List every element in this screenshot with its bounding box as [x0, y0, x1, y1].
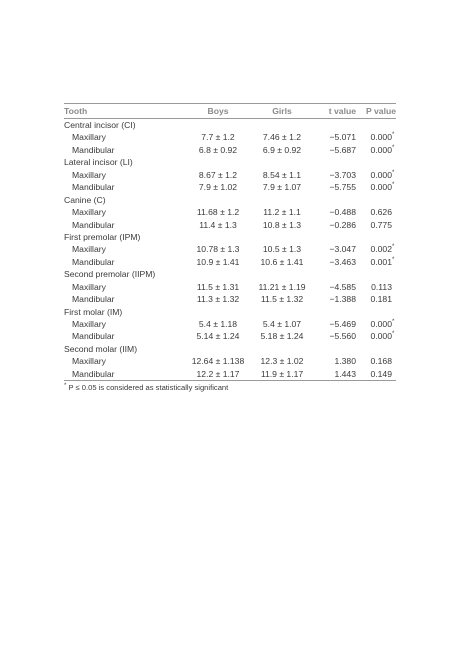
- p-value-text: 0.626: [370, 207, 392, 218]
- cell-t-value: 1.443: [312, 368, 356, 381]
- cell-p-value: [356, 169, 396, 181]
- table-container: [64, 103, 396, 393]
- table-row: [64, 243, 396, 255]
- group-row: [64, 231, 396, 243]
- cell-p-value: [356, 368, 396, 381]
- row-label: Maxillary: [72, 244, 106, 255]
- cell-t-value: −0.488: [329, 207, 356, 218]
- row-label: Mandibular: [72, 182, 115, 193]
- cell-girls: 11.21 ± 1.19: [258, 281, 306, 292]
- tooth-comparison-table: [64, 103, 396, 381]
- table-row: [64, 131, 396, 143]
- cell-t-value: −5.560: [329, 331, 356, 342]
- group-label: First molar (IM): [64, 306, 123, 317]
- cell-p-value: [356, 330, 396, 342]
- cell-t-value: −0.286: [329, 219, 356, 230]
- cell-boys: 7.9 ± 1.02: [198, 182, 238, 193]
- header-girls: Girls: [252, 104, 312, 119]
- footnote-star: *: [64, 383, 67, 390]
- cell-boys: 8.67 ± 1.2: [198, 169, 238, 180]
- cell-t-value: 1.380: [334, 356, 356, 367]
- cell-p-value: [356, 144, 396, 156]
- p-value-text: 0.000: [370, 319, 392, 330]
- group-row: [64, 343, 396, 355]
- table-row: [64, 368, 396, 381]
- p-value-text: 0.000: [370, 132, 392, 143]
- row-label: Maxillary: [72, 207, 106, 218]
- cell-boys: 12.2 ± 1.17: [184, 368, 252, 381]
- cell-t-value: −3.703: [329, 169, 356, 180]
- table-body: [64, 119, 396, 381]
- table-row: [64, 293, 396, 305]
- cell-girls: 10.8 ± 1.3: [262, 219, 302, 230]
- header-p-value-text: P value: [366, 105, 396, 116]
- cell-p-value: [356, 219, 396, 231]
- header-boys: Boys: [184, 104, 252, 119]
- cell-girls: 6.9 ± 0.92: [262, 144, 302, 155]
- p-value-text: 0.168: [370, 356, 392, 367]
- significance-star: *: [392, 319, 395, 326]
- table-footnote: [64, 382, 396, 393]
- header-t-value-text: t value: [328, 105, 356, 116]
- cell-t-value: −5.071: [329, 132, 356, 143]
- table-row: [64, 181, 396, 193]
- row-label: Mandibular: [72, 331, 115, 342]
- cell-p-value: [356, 243, 396, 255]
- table-row: [64, 281, 396, 293]
- group-row: [64, 156, 396, 168]
- group-row: [64, 194, 396, 206]
- significance-star: *: [392, 132, 395, 139]
- table-row: [64, 206, 396, 218]
- group-label: Central incisor (CI): [64, 120, 136, 131]
- cell-t-value: −1.388: [329, 294, 356, 305]
- table-row: [64, 256, 396, 268]
- row-label: Maxillary: [72, 319, 106, 330]
- cell-girls: 10.6 ± 1.41: [260, 256, 304, 267]
- cell-p-value: [356, 318, 396, 330]
- significance-star: *: [392, 182, 395, 189]
- cell-boys: 11.68 ± 1.2: [196, 207, 240, 218]
- footnote-text: P ≤ 0.05 is considered as statistically significant: [68, 383, 229, 393]
- table-row: [64, 144, 396, 156]
- cell-boys: 5.14 ± 1.24: [196, 331, 240, 342]
- cell-p-value: [356, 206, 396, 218]
- cell-boys: 11.4 ± 1.3: [199, 219, 237, 230]
- cell-p-value: [356, 256, 396, 268]
- cell-p-value: [356, 293, 396, 305]
- cell-p-value: [356, 181, 396, 193]
- table-row: [64, 219, 396, 231]
- cell-girls: 11.9 ± 1.17: [252, 368, 312, 381]
- header-p-value: [356, 104, 396, 119]
- p-value-text: 0.000: [370, 182, 392, 193]
- cell-boys: 5.4 ± 1.18: [198, 319, 238, 330]
- p-value-text: 0.149: [370, 368, 392, 379]
- p-value-text: 0.000: [370, 331, 392, 342]
- row-label: Mandibular: [72, 219, 115, 230]
- row-label: Mandibular: [72, 144, 115, 155]
- significance-star: *: [392, 331, 395, 338]
- significance-star: *: [392, 144, 395, 151]
- table-row: [64, 330, 396, 342]
- p-value-text: 0.775: [370, 219, 392, 230]
- header-row: [64, 104, 396, 119]
- header-t-value: [312, 104, 356, 119]
- cell-boys: 10.9 ± 1.41: [196, 256, 240, 267]
- cell-p-value: [356, 131, 396, 143]
- cell-t-value: −4.585: [329, 281, 356, 292]
- cell-p-value: [356, 355, 396, 367]
- row-label: Maxillary: [72, 132, 106, 143]
- cell-girls: 8.54 ± 1.1: [262, 169, 302, 180]
- cell-boys: 12.64 ± 1.138: [191, 356, 245, 367]
- cell-t-value: −5.469: [329, 319, 356, 330]
- group-row: [64, 268, 396, 280]
- group-label: First premolar (IPM): [64, 231, 141, 242]
- cell-t-value: −5.755: [329, 182, 356, 193]
- cell-girls: 7.9 ± 1.07: [262, 182, 302, 193]
- row-label: Maxillary: [72, 356, 106, 367]
- row-label: Maxillary: [72, 169, 106, 180]
- table-header: [64, 104, 396, 119]
- cell-t-value: −3.047: [329, 244, 356, 255]
- group-label: Canine (C): [64, 194, 106, 205]
- cell-boys: 7.7 ± 1.2: [201, 132, 235, 143]
- significance-star: *: [392, 256, 395, 263]
- cell-girls: 11.2 ± 1.1: [263, 207, 301, 218]
- header-tooth: Tooth: [64, 104, 184, 119]
- group-label: Second premolar (IIPM): [64, 269, 156, 280]
- cell-girls: 7.46 ± 1.2: [262, 132, 302, 143]
- cell-boys: 10.78 ± 1.3: [196, 244, 240, 255]
- cell-t-value: −3.463: [329, 256, 356, 267]
- significance-star: *: [392, 169, 395, 176]
- p-value-text: 0.000: [370, 169, 392, 180]
- cell-girls: 12.3 ± 1.02: [260, 356, 304, 367]
- cell-girls: 10.5 ± 1.3: [262, 244, 302, 255]
- significance-star: *: [392, 244, 395, 251]
- p-value-text: 0.181: [370, 294, 392, 305]
- cell-boys: 11.3 ± 1.32: [196, 294, 240, 305]
- cell-p-value: [356, 281, 396, 293]
- table-row: [64, 169, 396, 181]
- cell-boys: 6.8 ± 0.92: [198, 144, 238, 155]
- cell-girls: 5.4 ± 1.07: [262, 319, 302, 330]
- row-label: Mandibular: [72, 256, 115, 267]
- row-label: Mandibular: [64, 368, 184, 381]
- group-label: Second molar (IIM): [64, 343, 138, 354]
- cell-girls: 5.18 ± 1.24: [260, 331, 304, 342]
- p-value-text: 0.002: [370, 244, 392, 255]
- p-value-text: 0.113: [371, 281, 392, 292]
- row-label: Maxillary: [72, 281, 106, 292]
- row-label: Mandibular: [72, 294, 115, 305]
- p-value-text: 0.000: [370, 144, 392, 155]
- cell-boys: 11.5 ± 1.31: [196, 281, 240, 292]
- cell-girls: 11.5 ± 1.32: [260, 294, 304, 305]
- cell-t-value: −5.687: [329, 144, 356, 155]
- group-label: Lateral incisor (LI): [64, 157, 133, 168]
- table-row: [64, 318, 396, 330]
- group-row: [64, 119, 396, 132]
- group-row: [64, 306, 396, 318]
- table-row: [64, 355, 396, 367]
- p-value-text: 0.001: [370, 256, 392, 267]
